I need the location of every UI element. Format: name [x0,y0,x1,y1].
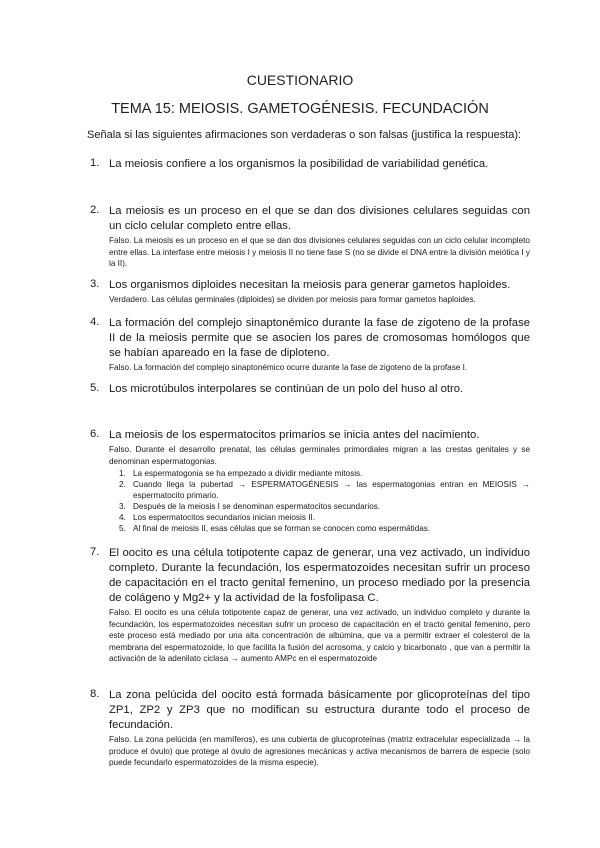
question-5 [90,382,530,397]
answer-steps [109,468,530,534]
question-4 [90,316,530,374]
question-7 [90,546,530,665]
question-number: 6. [90,428,100,440]
list-item: 4. Los espermatocitos secundarios inician meiosis II. [119,513,316,522]
question-3 [90,278,530,306]
question-6 [90,428,530,534]
question-text: El oocito es una célula totipotente capaz de generar, una vez activado, un individuo completo. Durante la fecundación, los espermatozoides necesitan sufrir un proceso de capacitación en el tracto genital femenino, un proceso mediado por la presencia de colágeno y Mg2+ y la actividad de la fosfolipasa C. [109,547,530,604]
question-text: La meiosis confiere a los organismos la posibilidad de variabilidad genética. [109,158,489,170]
question-8 [90,688,530,769]
question-number: 4. [90,316,100,328]
document-subtitle: TEMA 15: MEIOSIS. GAMETOGÉNESIS. FECUNDACIÓN [111,101,489,117]
answer-text: Falso. La zona pelúcida (en mamíferos), es una cubierta de glucoproteínas (matriz extracelular especializada → la produce el óvulo) que protege al óvulo de agresiones mecánicas y activa mecanismos de barrera de especie (solo puede fecundarlo espermatozoides de la misma especie). [109,735,530,767]
list-item: 3. Después de la meiosis I se denominan espermatocitos secundarios. [119,502,381,511]
question-text: La zona pelúcida del oocito está formada básicamente por glicoproteínas del tipo ZP1, ZP2 y ZP3 que no modifican su estructura durante todo el proceso de fecundación. [109,689,530,731]
question-text: La formación del complejo sinaptonémico durante la fase de zigoteno de la profase II de la meiosis permite que se asocien los pares de cromosomas homólogos que se habían apareado en la fase de diploteno. [109,317,530,359]
question-number: 3. [90,278,100,290]
question-number: 5. [90,382,100,394]
question-number: 1. [90,157,100,169]
question-2 [90,204,530,270]
answer-text: Falso. La formación del complejo sinaptonémico ocurre durante la fase de zigoteno de la profase I. [109,363,468,372]
question-text: La meiosis de los espermatocitos primarios se inicia antes del nacimiento. [109,429,480,441]
question-text: Los organismos diploides necesitan la meiosis para generar gametos haploides. [109,279,511,291]
answer-text: Falso. La meiosis es un proceso en el que se dan dos divisiones celulares seguidas con un ciclo celular incompleto entre ellas. La interfase entre meiosis I y meiosis II no tiene fase S (no se divide el DNA entre la división meiótica I y la II). [109,236,530,268]
question-number: 8. [90,688,100,700]
list-item: 1. La espermatogonia se ha empezado a dividir mediante mitosis. [119,469,363,478]
document-title: CUESTIONARIO [246,72,354,88]
answer-text: Falso. El oocito es una célula totipotente capaz de generar, una vez activado, un individuo completo y durante la fecundación, los espermatozoides necesitan sufrir un proceso de capacitación en el tracto genital femenino, pero este proceso está mediado por una alta concentración de albúmina, que va a permitir extraer el colesterol de la membrana del espermatozoide, lo que facilita la fusión del acrosoma, y calcio y bicarbonato , que van a permitir la activación de la adenilato ciclasa → aumento AMPc en el espermatozoide [109,608,530,663]
list-item: 5. Al final de meiosis II, esas células que se forman se conocen como espermátidas. [119,524,431,533]
list-item: 2. Cuando llega la pubertad → ESPERMATOGÉNESIS → las espermatogonias entran en MEIOSIS → espermatocito primario. [119,480,530,500]
instructions: Señala si las siguientes afirmaciones son verdaderas o son falsas (justifica la respuesta): [87,129,522,141]
question-number: 7. [90,546,100,558]
answer-text: Verdadero. Las células germinales (diploides) se dividen por meiosis para formar gametos haploides. [109,295,476,304]
question-number: 2. [90,204,100,216]
question-text: La meiosis es un proceso en el que se dan dos divisiones celulares seguidas con un ciclo celular completo entre ellas. [109,205,530,232]
question-1 [90,157,530,172]
answer-text: Falso. Durante el desarrollo prenatal, las células germinales primordiales migran a las crestas genitales y se denominan espermatogonias. [109,445,530,466]
question-text: Los microtúbulos interpolares se continúan de un polo del huso al otro. [109,383,464,395]
